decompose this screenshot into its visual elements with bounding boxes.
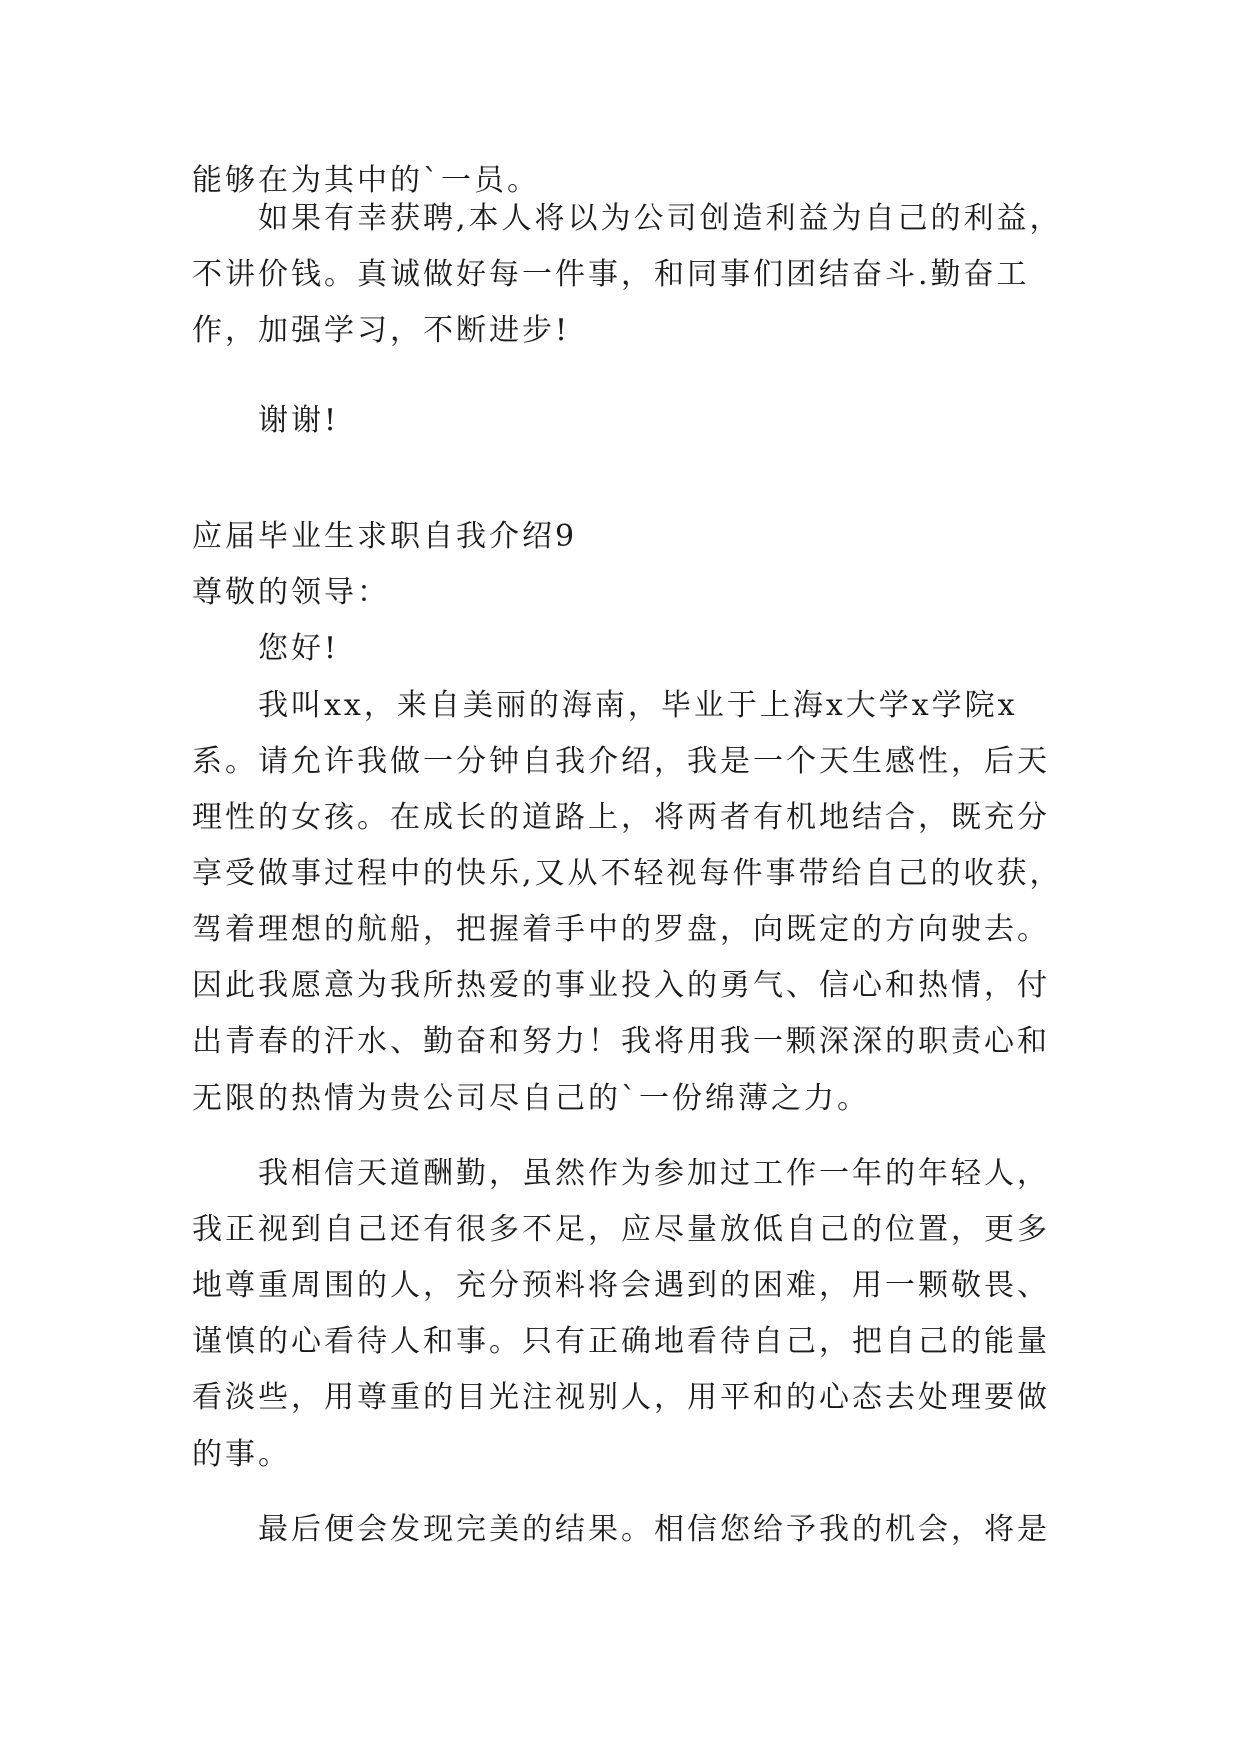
section-title: 应届毕业生求职自我介绍9 [192, 519, 578, 554]
text-line: 我正视到自己还有很多不足，应尽量放低自己的位置，更多 [192, 1212, 1050, 1247]
text-line: 看淡些，用尊重的目光注视别人，用平和的心态去处理要做 [192, 1380, 1050, 1415]
text-line: 理性的女孩。在成长的道路上，将两者有机地结合，既充分 [192, 800, 1050, 835]
greeting: 您好! [258, 631, 340, 666]
text-line: 谨慎的心看待人和事。只有正确地看待自己，把自己的能量 [192, 1324, 1050, 1359]
text-line: 不讲价钱。真诚做好每一件事，和同事们团结奋斗.勤奋工 [192, 257, 1030, 292]
text-line: 的事。 [192, 1437, 291, 1472]
paragraph-first-line: 最后便会发现完美的结果。相信您给予我的机会，将是 [258, 1512, 1050, 1547]
closing-thanks: 谢谢! [258, 403, 340, 438]
text-line: 系。请允许我做一分钟自我介绍，我是一个天生感性，后天 [192, 744, 1050, 779]
text-line: 享受做事过程中的快乐,又从不轻视每件事带给自己的收获， [192, 856, 1063, 891]
text-line: 能够在为其中的`一员。 [192, 163, 540, 198]
salutation: 尊敬的领导： [192, 575, 390, 610]
text-line: 地尊重周围的人，充分预料将会遇到的困难，用一颗敬畏、 [192, 1268, 1050, 1303]
text-line: 因此我愿意为我所热爱的事业投入的勇气、信心和热情，付 [192, 968, 1050, 1003]
paragraph-first-line: 如果有幸获聘,本人将以为公司创造利益为自己的利益， [258, 201, 1063, 236]
text-line: 驾着理想的航船，把握着手中的罗盘，向既定的方向驶去。 [192, 912, 1050, 947]
text-line: 出青春的汗水、勤奋和努力！我将用我一颗深深的职责心和 [192, 1024, 1050, 1059]
text-line: 作，加强学习，不断进步! [192, 313, 571, 348]
paragraph-first-line: 我相信天道酬勤，虽然作为参加过工作一年的年轻人， [258, 1156, 1050, 1191]
text-line: 无限的热情为贵公司尽自己的`一份绵薄之力。 [192, 1081, 870, 1116]
paragraph-first-line: 我叫xx，来自美丽的海南，毕业于上海x大学x学院x [258, 688, 1018, 723]
